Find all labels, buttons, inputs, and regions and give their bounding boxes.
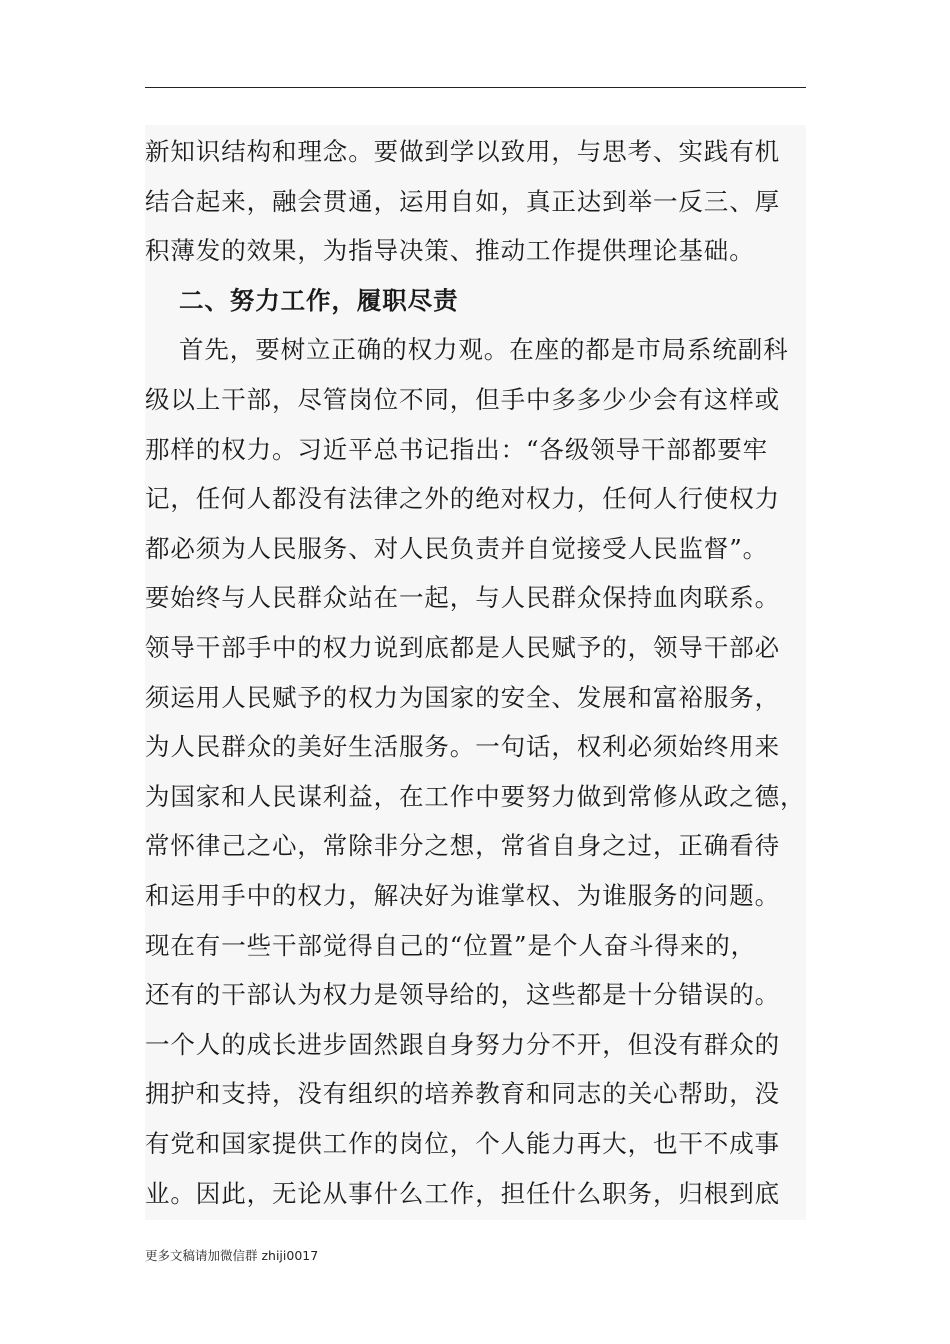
paragraph-line: 积薄发的效果，为指导决策、推动工作提供理论基础。	[145, 236, 755, 266]
paragraph-line: 一个人的成长进步固然跟自身努力分不开，但没有群众的	[145, 1029, 780, 1059]
paragraph-line: 和运用手中的权力，解决好为谁掌权、为谁服务的问题。	[145, 881, 780, 910]
paragraph-line: 都必须为人民服务、对人民负责并自觉接受人民监督”。	[145, 533, 769, 563]
paragraph-line: 常怀律己之心，常除非分之想，常省自身之过，正确看待	[145, 831, 780, 861]
paragraph-line: 为人民群众的美好生活服务。一句话，权利必须始终用来	[145, 732, 780, 762]
paragraph-line: 首先，要树立正确的权力观。在座的都是市局系统副科	[179, 335, 789, 365]
paragraph-line: 业。因此，无论从事什么工作，担任什么职务，归根到底	[145, 1178, 780, 1208]
paragraph-line: 现在有一些干部觉得自己的“位置”是个人奋斗得来的，	[145, 930, 757, 960]
paragraph-line: 有党和国家提供工作的岗位，个人能力再大，也干不成事	[145, 1129, 780, 1158]
header-rule	[145, 87, 806, 88]
paragraph-line: 为国家和人民谋利益，在工作中要努力做到常修从政之德，	[145, 781, 806, 811]
footer-note: 更多文稿请加微信群 zhiji0017	[145, 1248, 319, 1263]
document-body	[145, 125, 806, 1220]
paragraph-line: 级以上干部，尽管岗位不同，但手中多多少少会有这样或	[145, 385, 780, 414]
paragraph-line: 记，任何人都没有法律之外的绝对权力，任何人行使权力	[145, 484, 780, 514]
paragraph-line: 领导干部手中的权力说到底都是人民赋予的，领导干部必	[145, 633, 780, 662]
paragraph-line: 须运用人民赋予的权力为国家的安全、发展和富裕服务，	[145, 682, 780, 712]
paragraph-line: 结合起来，融会贯通，运用自如，真正达到举一反三、厚	[145, 186, 780, 216]
paragraph-line: 要始终与人民群众站在一起，与人民群众保持血肉联系。	[145, 583, 780, 613]
paragraph-line: 新知识结构和理念。要做到学以致用，与思考、实践有机	[145, 137, 780, 166]
section-heading: 二、努力工作，履职尽责	[179, 285, 459, 315]
paragraph-line: 还有的干部认为权力是领导给的，这些都是十分错误的。	[145, 980, 780, 1010]
paragraph-line: 那样的权力。习近平总书记指出：“各级领导干部都要牢	[145, 434, 769, 464]
paragraph-line: 拥护和支持，没有组织的培养教育和同志的关心帮助，没	[145, 1079, 780, 1109]
